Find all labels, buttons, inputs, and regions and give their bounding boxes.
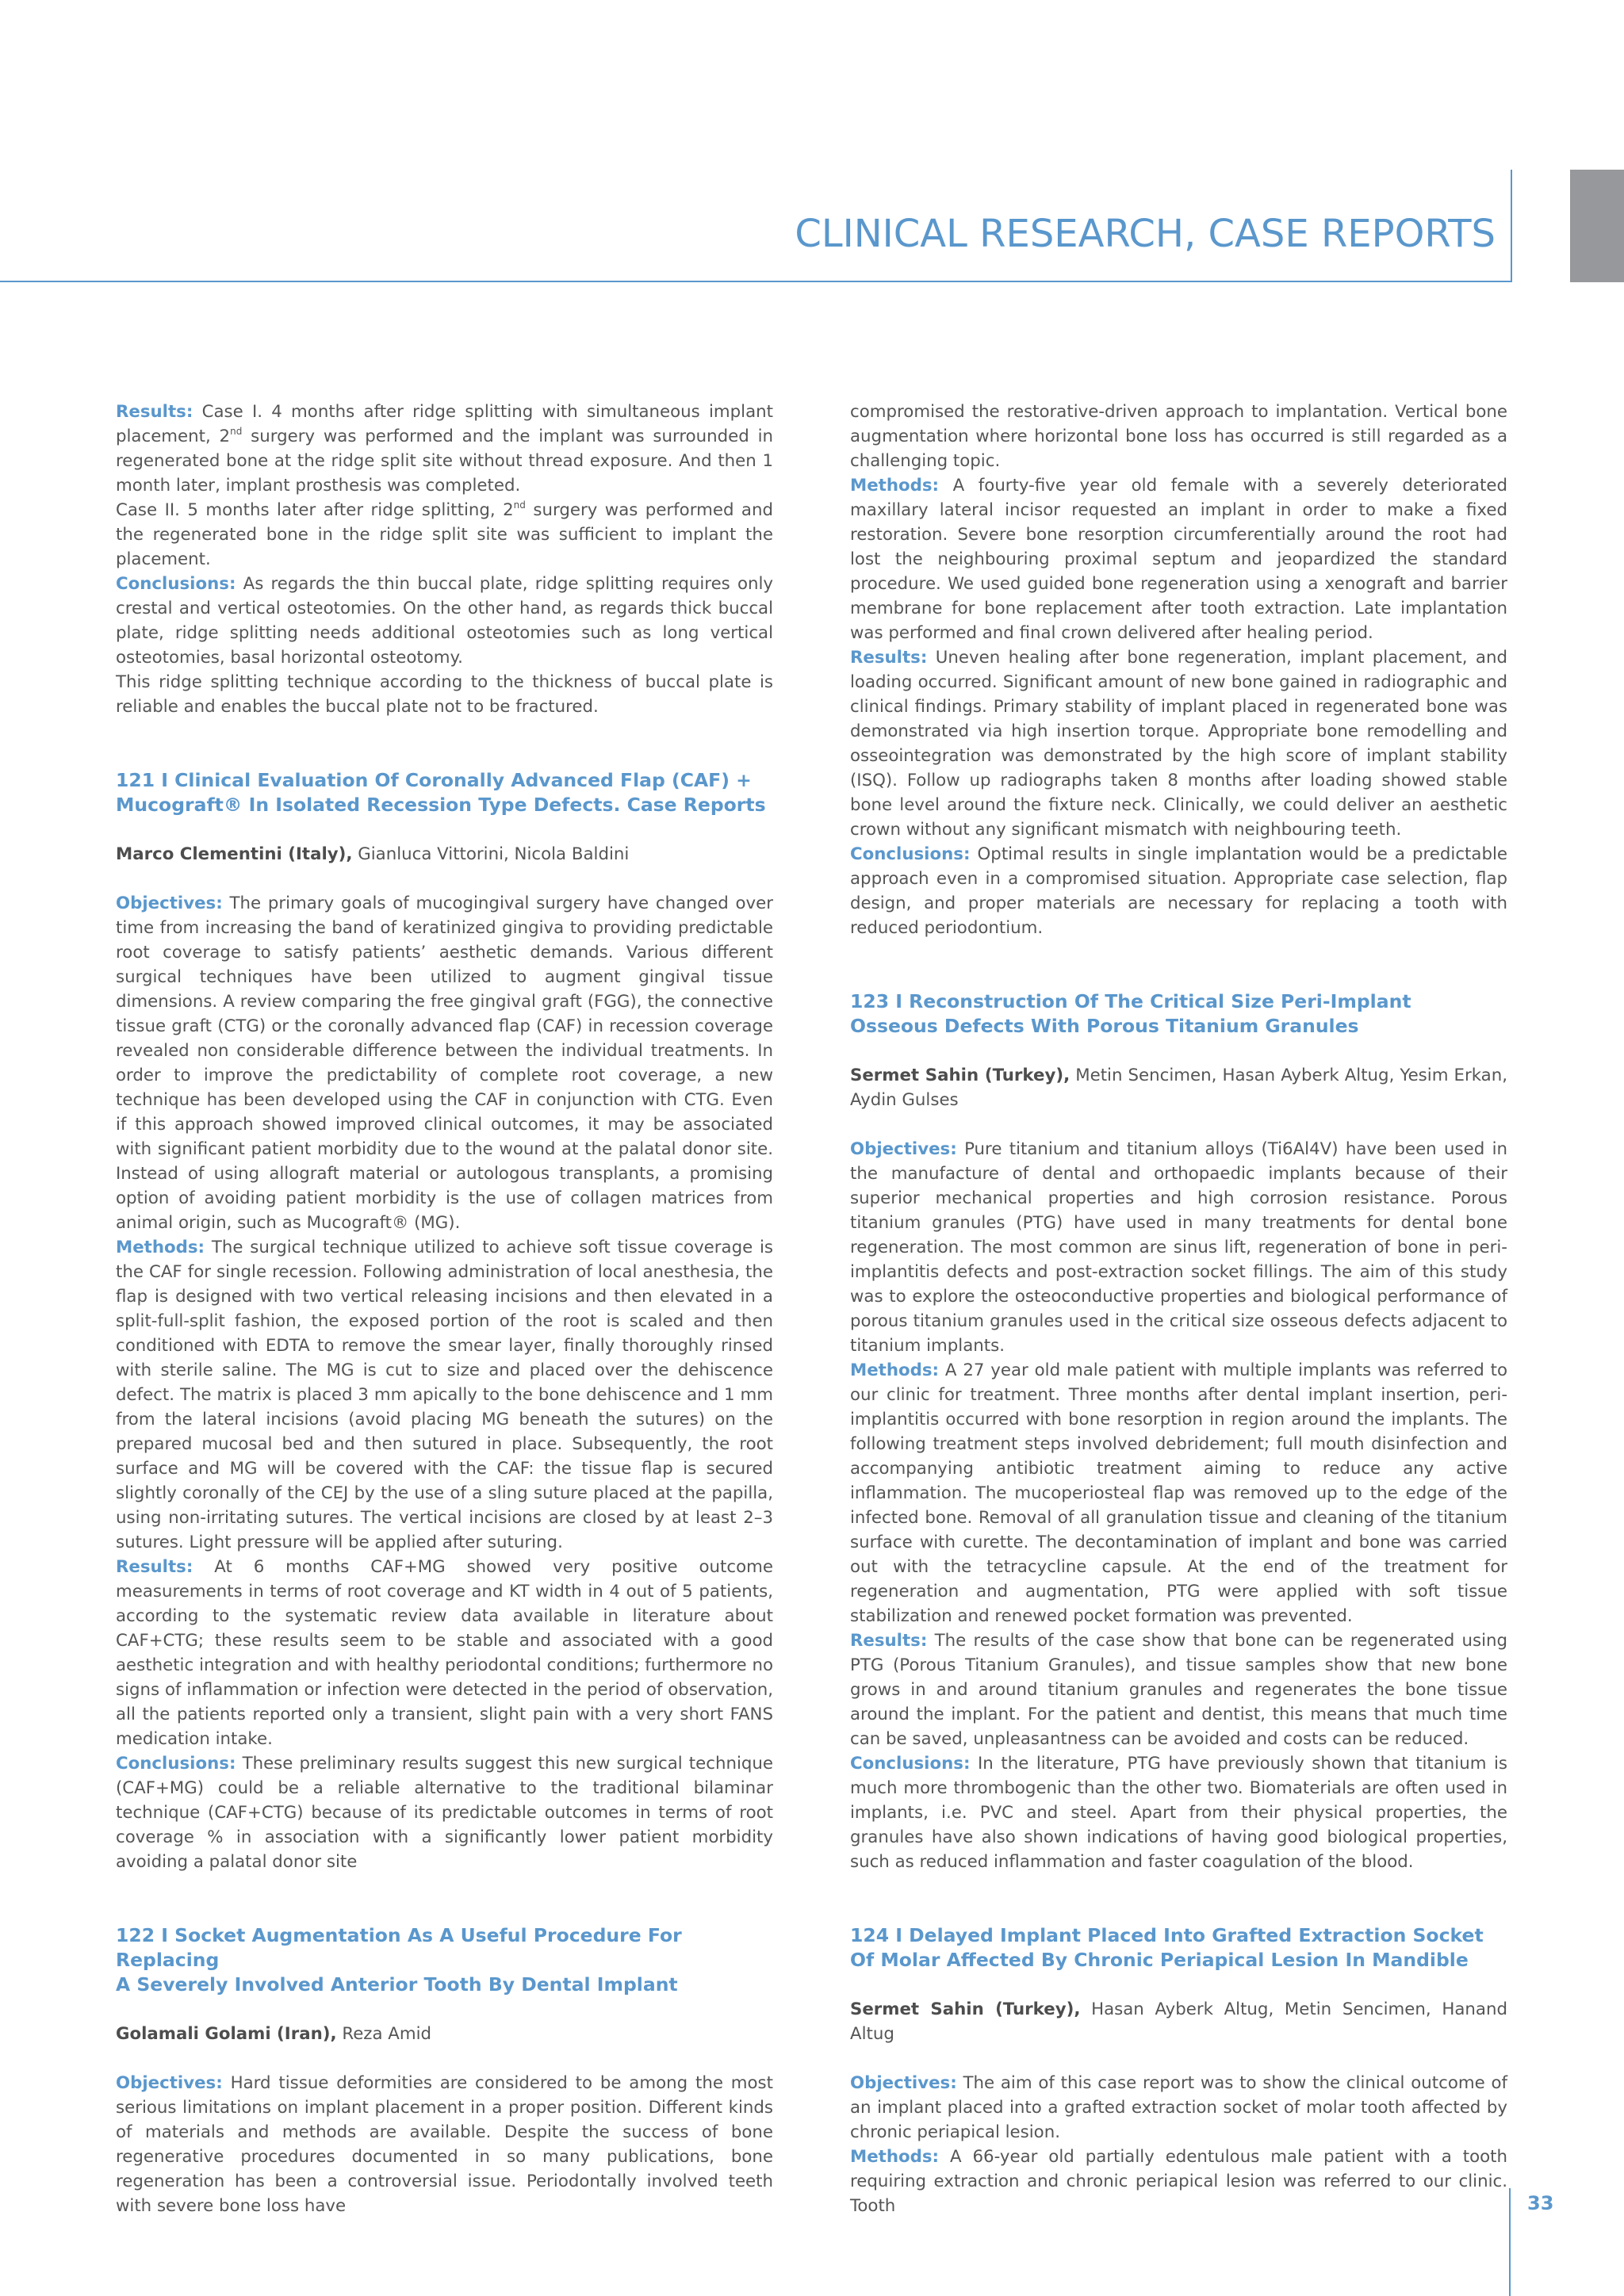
presenting-author: Sermet Sahin (Turkey), xyxy=(850,1066,1071,1085)
objectives-paragraph: Objectives: The primary goals of mucogingival surgery have changed over time from increasing the band of keratinized gingiva to providing predictable root coverage to satisfy patients’ aesthetic demands. Various different surgical techniques have been utilized to augment gingival tissue dimensions. A review comparing the free gingival graft (FGG), the connective tissue graft (CTG) or the coronally advanced flap (CAF) in recession coverage revealed non considerable difference between the individual treatments. In order to improve the predictability of complete root coverage, a new technique has been developed using the CAF in conjunction with CTG. Even if this approach showed improved clinical outcomes, it may be associated with significant patient morbidity due to the wound at the palatal donor site. Instead of using allograft material or autologous transplants, a promising option of avoiding patient morbidity is the use of collagen matrices from animal origin, such as Mucograft® (MG). xyxy=(116,894,773,1233)
objectives-paragraph: Objectives: The aim of this case report was to show the clinical outcome of an implant placed into a grafted extraction socket of molar tooth affected by chronic periapical lesion. xyxy=(850,2073,1507,2142)
results-label: Results: xyxy=(116,402,193,422)
page-number: 33 xyxy=(1527,2192,1554,2214)
results-paragraph: Results: The results of the case show that bone can be regenerated using PTG (Porous Titanium Granules), and tissue samples show that new bone grows in and around titanium granules and regenerates the bone tissue around the implant. For the patient and dentist, this means that much time can be saved, unpleasantness can be avoided and costs can be reduced. xyxy=(850,1631,1508,1749)
coauthors: Reza Amid xyxy=(342,2024,432,2044)
conclusions-paragraph: Conclusions: These preliminary results suggest this new surgical technique (CAF+MG) could be a reliable alternative to the traditional bilaminar technique (CAF+CTG) because of its predictable outcomes in terms of root coverage % in association with a significantly lower patient morbidity avoiding a palatal donor site xyxy=(116,1754,773,1872)
objectives-paragraph: Objectives: Hard tissue deformities are considered to be among the most serious limitations on implant placement in a proper position. Different kinds of materials and methods are available. Despite the success of bone regenerative procedures documented in so many publications, bone regeneration has been a controversial issue. Periodontally involved teeth with severe bone loss have xyxy=(116,2073,773,2216)
results-paragraph: Results: Uneven healing after bone regeneration, implant placement, and loading occurred. Significant amount of new bone gained in radiographic and clinical findings. Primary stability of implant placed in regenerated bone was demonstrated via high insertion torque. Appropriate bone remodelling and osseointegration was demonstrated by the high score of implant stability (ISQ). Follow up radiographs taken 8 months after loading showed stable bone level around the fixture neck. Clinically, we could deliver an aesthetic crown without any significant mismatch with neighbouring teeth. xyxy=(850,648,1507,840)
header-vertical-rule xyxy=(1511,170,1512,282)
results-paragraph: Results: At 6 months CAF+MG showed very positive outcome measurements in terms of root coverage and KT width in 4 out of 5 patients, according to the systematic review data available in literature about CAF+CTG; these results seem to be stable and associated with a good aesthetic integration and with healthy periodontal conditions; furthermore no signs of inflammation or infection were detected in the period of observation, all the patients reported only a transient, slight pain with a very short FANS medication intake. xyxy=(116,1557,773,1749)
presenting-author: Golamali Golami (Iran), xyxy=(116,2024,337,2044)
objectives-continuation: compromised the restorative-driven approach to implantation. Vertical bone augmentation where horizontal bone loss has occurred is still regarded as a challenging topic. xyxy=(850,402,1507,471)
left-column xyxy=(116,400,773,2218)
abstract-title: 123 I Reconstruction Of The Critical Size Peri-Implant Osseous Defects With Porous Titanium Granules xyxy=(850,990,1411,1037)
methods-paragraph: Methods: A 27 year old male patient with multiple implants was referred to our clinic for treatment. Three months after dental implant insertion, peri-implantitis occurred with bone resorption in region around the implants. The following treatment steps involved debridement; full mouth disinfection and accompanying antibiotic treatment aiming to reduce any active inflammation. The mucoperiosteal flap was removed up to the edge of the infected bone. Removal of all granulation tissue and cleaning of the titanium surface with curette. The decontamination of implant and bone was carried out with the tetracycline capsule. At the end of the treatment for regeneration and augmentation, PTG were applied with soft tissue stabilization and renewed pocket formation was prevented. xyxy=(850,1360,1507,1626)
section-title: CLINICAL RESEARCH, CASE REPORTS xyxy=(795,212,1496,256)
objectives-paragraph: Objectives: Pure titanium and titanium alloys (Ti6Al4V) have been used in the manufacture of dental and orthopaedic implants because of their superior mechanical properties and high corrosion resistance. Porous titanium granules (PTG) have used in many treatments for dental bone regeneration. The most common are sinus lift, regeneration of bone in peri-implantitis defects and post-extraction socket fillings. The aim of this study was to explore the osteoconductive properties and biological performance of porous titanium granules used in the critical size osseous defects adjacent to titanium implants. xyxy=(850,1139,1507,1356)
final-paragraph: This ridge splitting technique according to the thickness of buccal plate is reliable and enables the buccal plate not to be fractured. xyxy=(116,672,773,717)
abstract-121 xyxy=(116,768,773,1874)
footer-vertical-rule xyxy=(1509,2188,1511,2296)
case-two-paragraph: Case II. 5 months later after ridge splitting, 2nd surgery was performed and the regenerated bone in the ridge split site was sufficient to implant the placement. xyxy=(116,499,773,569)
methods-paragraph: Methods: A fourty-five year old female with a severely deteriorated maxillary lateral incisor requested an implant in order to make a fixed restoration. Severe bone resorption circumferentially around the root had lost the neighbouring proximal septum and jeopardized the standard procedure. We used guided bone regeneration using a xenograft and barrier membrane for bone replacement after tooth extraction. Late implantation was performed and final crown delivered after healing period. xyxy=(850,476,1507,643)
abstract-122 xyxy=(116,1923,773,2218)
conclusions-label: Conclusions: xyxy=(116,574,236,594)
abstract-title: 122 I Socket Augmentation As A Useful Procedure For Replacing A Severely Involved Anterior Tooth By Dental Implant xyxy=(116,1924,682,1996)
abstract-title: 124 I Delayed Implant Placed Into Grafted Extraction Socket Of Molar Affected By Chronic Periapical Lesion In Mandible xyxy=(850,1924,1484,1971)
abstract-authors xyxy=(116,842,773,867)
header-horizontal-rule xyxy=(0,281,1512,282)
results-paragraph: Results: Case I. 4 months after ridge splitting with simultaneous implant placement, 2nd surgery was performed and the implant was surrounded in regenerated bone at the ridge split site without thread exposure. And then 1 month later, implant prosthesis was completed. xyxy=(116,402,773,496)
coauthors: Hasan Ayberk Altug, Metin Sencimen, Hanand Altug xyxy=(850,1999,1507,2044)
methods-paragraph: Methods: A 66-year old partially edentulous male patient with a tooth requiring extraction and chronic periapical lesion was referred to our clinic. Tooth xyxy=(850,2147,1507,2216)
abstract-124 xyxy=(850,1923,1507,2218)
coauthors: Gianluca Vittorini, Nicola Baldini xyxy=(358,844,630,864)
methods-paragraph: Methods: The surgical technique utilized to achieve soft tissue coverage is the CAF for single recession. Following administration of local anesthesia, the flap is designed with two vertical releasing incisions and then elevated in a split-full-split fashion, the exposed portion of the root is scaled and then conditioned with EDTA to remove the smear layer, finally thoroughly rinsed with sterile saline. The MG is cut to size and placed over the dehiscence defect. The matrix is placed 3 mm apically to the bone dehiscence and 1 mm from the lateral incisions (avoid placing MG beneath the sutures) on the prepared mucosal bed and then sutured in place. Subsequently, the root surface and MG will be covered with the CAF: the tissue flap is secured slightly coronally of the CEJ by the use of a sling suture placed at the papilla, using non-irritating sutures. The vertical incisions are closed by at least 2–3 sutures. Light pressure will be applied after suturing. xyxy=(116,1238,773,1552)
abstract-authors xyxy=(850,1063,1507,1112)
coauthors: Metin Sencimen, Hasan Ayberk Altug, Yesim Erkan, Aydin Gulses xyxy=(850,1066,1507,1110)
abstract-title: 121 I Clinical Evaluation Of Coronally Advanced Flap (CAF) + Mucograft® In Isolated Recession Type Defects. Case Reports xyxy=(116,769,766,816)
presenting-author: Marco Clementini (Italy), xyxy=(116,844,353,864)
section-tab-marker xyxy=(1570,170,1624,282)
abstract-authors xyxy=(850,1997,1507,2046)
abstract-123 xyxy=(850,989,1507,1874)
conclusions-paragraph: Conclusions: Optimal results in single implantation would be a predictable approach even in a compromised situation. Appropriate case selection, flap design, and proper materials are necessary for replacing a tooth with reduced periodontium. xyxy=(850,844,1507,938)
abstract-122-continued xyxy=(850,400,1507,940)
conclusions-paragraph: Conclusions: In the literature, PTG have previously shown that titanium is much more thrombogenic than the other two. Biomaterials are often used in implants, i.e. PVC and steel. Apart from their physical properties, the granules have also shown indications of having good biological properties, such as reduced inflammation and faster coagulation of the blood. xyxy=(850,1754,1507,1872)
abstract-authors xyxy=(116,2022,773,2046)
presenting-author: Sermet Sahin (Turkey), xyxy=(850,1999,1081,2019)
right-column xyxy=(850,400,1507,2218)
conclusions-paragraph: Conclusions: As regards the thin buccal plate, ridge splitting requires only crestal and vertical osteotomies. On the other hand, as regards thick buccal plate, ridge splitting needs additional osteotomies such as long vertical osteotomies, basal horizontal osteotomy. xyxy=(116,574,773,668)
